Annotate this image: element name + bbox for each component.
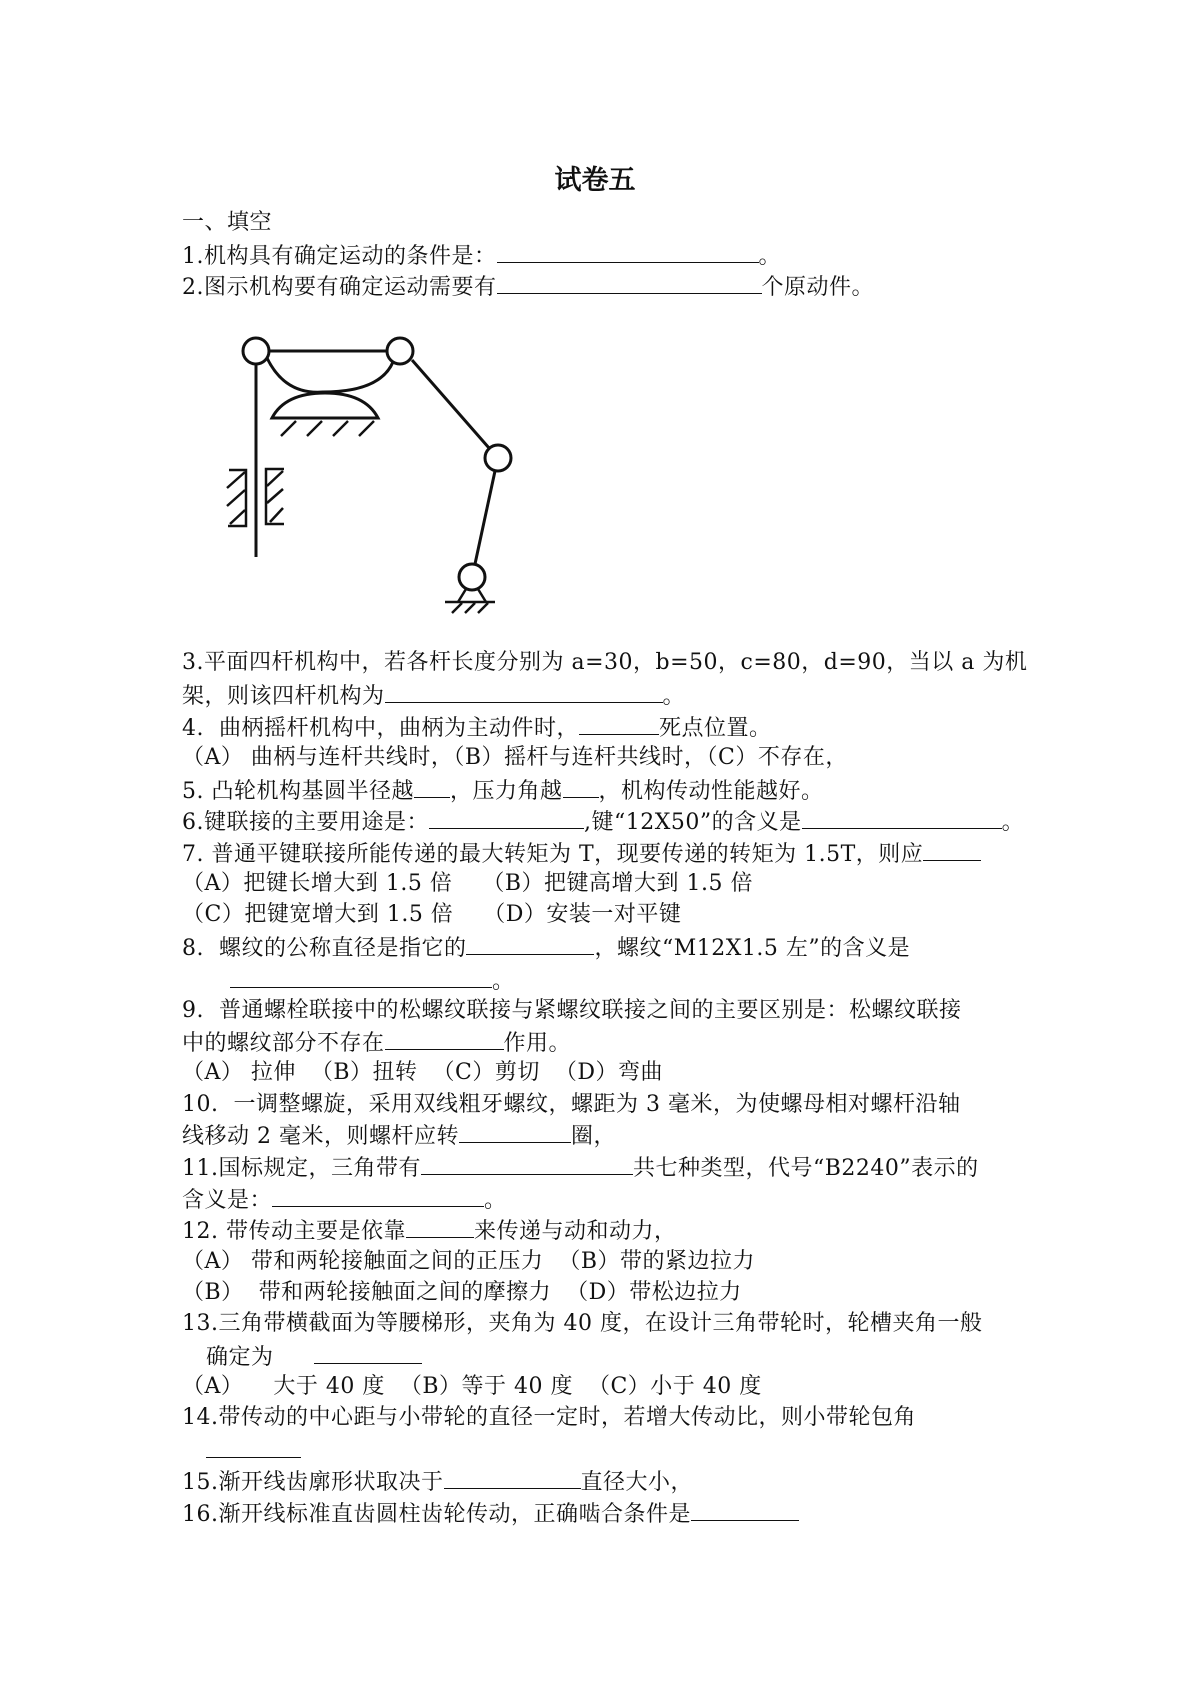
q6-mid: ,键“12X50”的含义是 xyxy=(584,810,802,835)
answer-blank[interactable] xyxy=(923,838,981,861)
q15-text: 15.渐开线齿廓形状取决于 xyxy=(182,1470,444,1495)
question-3: 3.平面四杆机构中，若各杆长度分别为 a=30，b=50，c=80，d=90，当以 a 为机 xyxy=(182,650,1028,675)
question-11 xyxy=(182,1152,979,1184)
q9-end: 作用。 xyxy=(503,1031,572,1056)
q15-end: 直径大小， xyxy=(580,1470,694,1495)
q11-mid: 共七种类型，代号“B2240”表示的 xyxy=(633,1156,979,1181)
q5-end: ，机构传动性能越好。 xyxy=(598,779,824,804)
link-coupler xyxy=(412,360,489,448)
question-8-cont xyxy=(230,965,515,997)
question-4-options: （A） 曲柄与连杆共线时，（B）摇杆与连杆共线时，（C）不存在， xyxy=(182,745,848,770)
q11-text: 11.国标规定，三角带有 xyxy=(182,1156,421,1181)
joint-circle xyxy=(459,564,485,590)
joint-circle xyxy=(387,338,413,364)
q6-text: 6.键联接的主要用途是： xyxy=(182,810,429,835)
answer-blank[interactable] xyxy=(444,1466,581,1489)
answer-blank[interactable] xyxy=(802,806,1002,829)
q2-text: 2.图示机构要有确定运动需要有 xyxy=(182,275,497,300)
answer-blank[interactable] xyxy=(563,775,599,798)
question-3-cont xyxy=(182,680,685,712)
question-7-options-1: （A）把键长增大到 1.5 倍 （B）把键高增大到 1.5 倍 xyxy=(182,871,753,896)
question-16 xyxy=(182,1498,799,1530)
question-13-cont xyxy=(206,1341,422,1373)
q10-text: 线移动 2 毫米，则螺杆应转 xyxy=(182,1124,459,1149)
cam-lower-arc xyxy=(272,393,378,418)
question-9-options: （A） 拉伸 （B）扭转 （C）剪切 （D）弯曲 xyxy=(182,1060,663,1085)
q6-end: 。 xyxy=(1001,810,1025,835)
joint-circle xyxy=(243,338,269,364)
q8-mid: ，螺纹“M12X1.5 左”的含义是 xyxy=(594,936,911,961)
q10-end: 圈， xyxy=(570,1124,616,1149)
q1-text: 1.机构具有确定运动的条件是： xyxy=(182,244,497,269)
question-8 xyxy=(182,932,910,964)
section-heading: 一、填空 xyxy=(182,210,273,235)
q9-text: 中的螺纹部分不存在 xyxy=(182,1031,385,1056)
question-9-cont xyxy=(182,1027,571,1059)
slider-guide-left xyxy=(227,470,246,526)
q7-text: 7. 普通平键联接所能传递的最大转矩为 T，现要传递的转矩为 1.5T，则应 xyxy=(182,842,924,867)
question-13-options: （A） 大于 40 度 （B）等于 40 度 （C）小于 40 度 xyxy=(182,1374,762,1399)
joint-circle xyxy=(485,445,511,471)
q16-text: 16.渐开线标准直齿圆柱齿轮传动，正确啮合条件是 xyxy=(182,1502,691,1527)
answer-blank[interactable] xyxy=(314,1341,422,1364)
q5-mid: ，压力角越 xyxy=(449,779,563,804)
link-rocker xyxy=(475,471,495,564)
question-12 xyxy=(182,1215,677,1247)
q4-text: 4. 曲柄摇杆机构中，曲柄为主动件时， xyxy=(182,716,579,741)
answer-blank[interactable] xyxy=(230,965,492,988)
q8-text: 8. 螺纹的公称直径是指它的 xyxy=(182,936,467,961)
q11-end: 。 xyxy=(484,1188,507,1213)
answer-blank[interactable] xyxy=(272,1184,484,1207)
question-11-cont xyxy=(182,1184,507,1216)
ground-hatch-cam xyxy=(281,421,374,436)
question-15 xyxy=(182,1466,693,1498)
q4-end: 死点位置。 xyxy=(658,716,772,741)
answer-blank[interactable] xyxy=(421,1152,633,1175)
answer-blank[interactable] xyxy=(414,775,450,798)
question-7-options-2: （C）把键宽增大到 1.5 倍 （D）安装一对平键 xyxy=(182,902,682,927)
question-13: 13.三角带横截面为等腰梯形，夹角为 40 度，在设计三角带轮时，轮槽夹角一般 xyxy=(182,1311,983,1336)
q2-end: 个原动件。 xyxy=(761,275,875,300)
q5-text: 5. 凸轮机构基圆半径越 xyxy=(182,779,414,804)
answer-blank[interactable] xyxy=(691,1498,799,1521)
question-6 xyxy=(182,806,1024,838)
question-12-options-2: （B） 带和两轮接触面之间的摩擦力 （D）带松边拉力 xyxy=(182,1280,742,1305)
q1-end: 。 xyxy=(758,244,782,269)
question-10-cont xyxy=(182,1120,616,1152)
page-title: 试卷五 xyxy=(554,165,636,196)
answer-blank[interactable] xyxy=(466,932,594,955)
answer-blank[interactable] xyxy=(385,680,663,703)
question-5 xyxy=(182,775,824,807)
q3-end: 。 xyxy=(662,684,686,709)
q3-text: 架，则该四杆机构为 xyxy=(182,684,385,709)
answer-blank[interactable] xyxy=(429,806,584,829)
question-10: 10. 一调整螺旋，采用双线粗牙螺纹，螺距为 3 毫米，为使螺母相对螺杆沿轴 xyxy=(182,1092,961,1117)
q13-text: 确定为 xyxy=(206,1345,274,1370)
q11-text2: 含义是： xyxy=(182,1188,273,1213)
question-4 xyxy=(182,712,772,744)
fixed-pivot-support xyxy=(445,589,495,613)
answer-blank[interactable] xyxy=(579,712,659,735)
answer-blank[interactable] xyxy=(459,1120,571,1143)
answer-blank[interactable] xyxy=(206,1435,301,1458)
question-7 xyxy=(182,838,981,870)
slider-guide-right xyxy=(266,469,284,524)
q8-end: 。 xyxy=(492,969,515,994)
answer-blank[interactable] xyxy=(406,1215,474,1238)
q12-end: 来传递与动和动力， xyxy=(473,1219,677,1244)
answer-blank[interactable] xyxy=(385,1027,504,1050)
question-12-options-1: （A） 带和两轮接触面之间的正压力 （B）带的紧边拉力 xyxy=(182,1249,756,1274)
question-14-cont xyxy=(206,1435,301,1467)
question-14: 14.带传动的中心距与小带轮的直径一定时，若增大传动比，则小带轮包角 xyxy=(182,1405,916,1430)
cam-upper-arc xyxy=(267,358,393,392)
question-9: 9. 普通螺栓联接中的松螺纹联接与紧螺纹联接之间的主要区别是：松螺纹联接 xyxy=(182,998,962,1023)
q12-text: 12. 带传动主要是依靠 xyxy=(182,1219,406,1244)
